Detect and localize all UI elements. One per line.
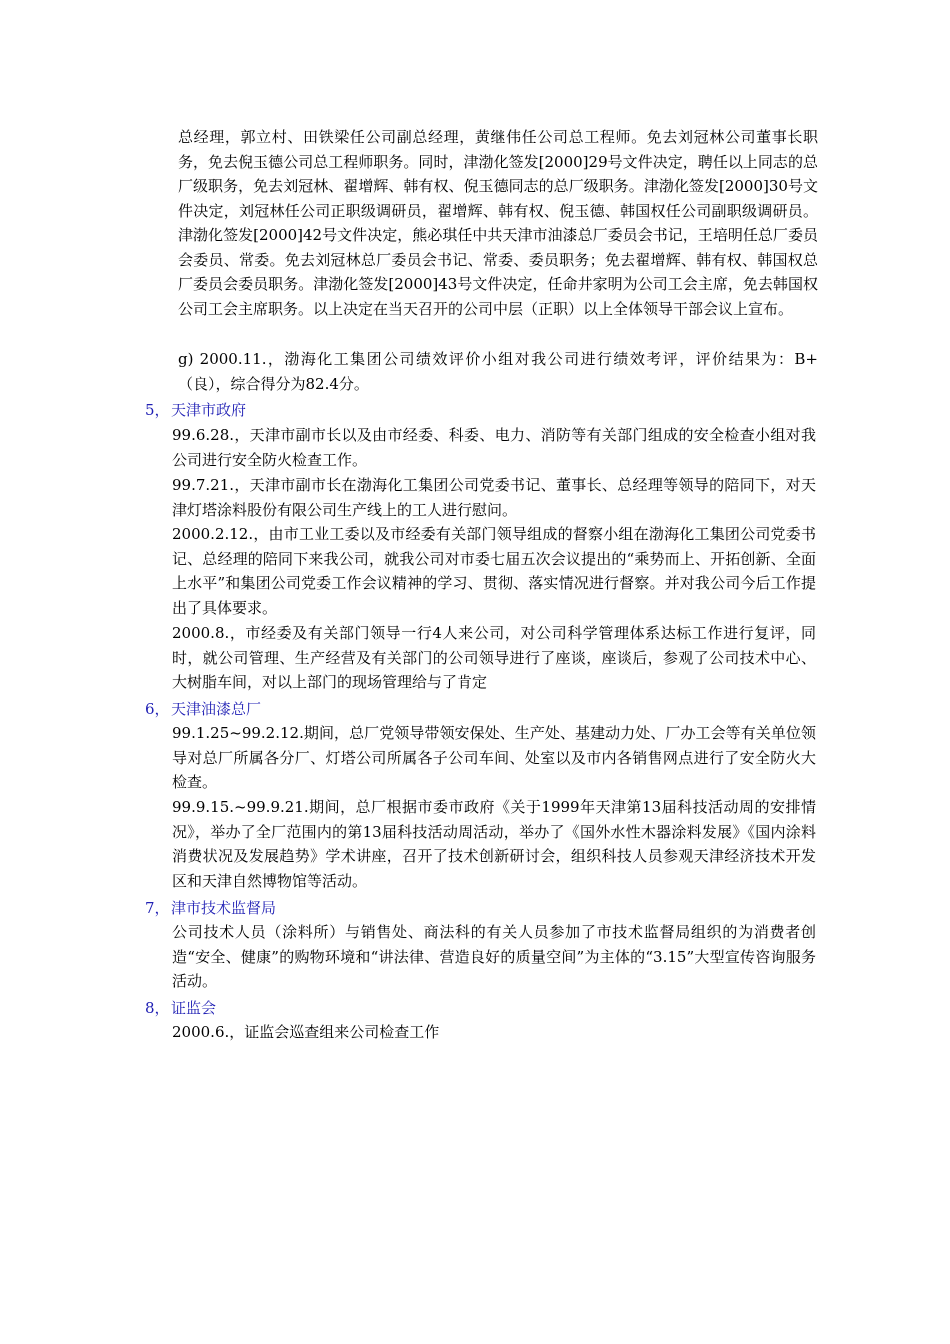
section-6-paragraph-1: 99.1.25~99.2.12.期间，总厂党领导带领安保处、生产处、基建动力处、厂办工会等有关单位领导对总厂所属各分厂、灯塔公司所属各子公司车间、处室以及市内各销售网点进行了安全防火大检查。 — [172, 724, 816, 791]
section-8-paragraph-1: 2000.6.，证监会巡查组来公司检查工作 — [172, 1023, 440, 1041]
paragraph-item-g: g) 2000.11.，渤海化工集团公司绩效评价小组对我公司进行绩效考评，评价结果为：B+（良），综合得分为82.4分。 — [178, 350, 818, 393]
paragraph-top: 总经理，郭立村、田铁梁任公司副总经理，黄继伟任公司总工程师。免去刘冠林公司董事长职务，免去倪玉德公司总工程师职务。同时，津渤化签发[2000]29号文件决定，聘任以上同志的总厂级职务，免去刘冠林、翟增辉、韩有权、倪玉德同志的总厂级职务。津渤化签发[2000]30号文件决定，刘冠林任公司正职级调研员，翟增辉、韩有权、倪玉德、韩国权任公司副职级调研员。津渤化签发[2000]42号文件决定，熊必琪任中共天津市油漆总厂委员会书记，王培明任总厂委员会委员、常委。免去刘冠林总厂委员会书记、常委、委员职务；免去翟增辉、韩有权、韩国权总厂委员会委员职务。津渤化签发[2000]43号文件决定，任命井家明为公司工会主席，免去韩国权公司工会主席职务。以上决定在当天召开的公司中层（正职）以上全体领导干部会议上宣布。 — [178, 128, 818, 318]
section-number: 8， — [145, 999, 170, 1017]
section-number: 5， — [145, 401, 170, 419]
section-heading-6 — [145, 697, 261, 721]
section-heading-5 — [145, 398, 246, 422]
section-number: 7， — [145, 899, 170, 917]
section-title: 天津油漆总厂 — [171, 700, 262, 718]
section-title: 天津市政府 — [171, 401, 247, 419]
section-title: 津市技术监督局 — [171, 899, 277, 917]
section-6-paragraph-2: 99.9.15.~99.9.21.期间，总厂根据市委市政府《关于1999年天津第13届科技活动周的安排情况》，举办了全厂范围内的第13届科技活动周活动，举办了《国外水性木器涂料发展》《国内涂料消费状况及发展趋势》学术讲座，召开了技术创新研讨会，组织科技人员参观天津经济技术开发区和天津自然博物馆等活动。 — [172, 798, 816, 890]
section-7-paragraph-1: 公司技术人员（涂料所）与销售处、商法科的有关人员参加了市技术监督局组织的为消费者创造“安全、健康”的购物环境和“讲法律、营造良好的质量空间”为主体的“3.15”大型宣传咨询服务活动。 — [172, 923, 816, 990]
section-number: 6， — [145, 700, 170, 718]
section-title: 证监会 — [171, 999, 217, 1017]
section-heading-7 — [145, 896, 276, 920]
section-5-paragraph-1: 99.6.28.，天津市副市长以及由市经委、科委、电力、消防等有关部门组成的安全检查小组对我公司进行安全防火检查工作。 — [172, 426, 816, 469]
section-5-paragraph-2: 99.7.21.，天津市副市长在渤海化工集团公司党委书记、董事长、总经理等领导的陪同下，对天津灯塔涂料股份有限公司生产线上的工人进行慰问。 — [172, 476, 816, 519]
section-5-paragraph-3: 2000.2.12.，由市工业工委以及市经委有关部门领导组成的督察小组在渤海化工集团公司党委书记、总经理的陪同下来我公司，就我公司对市委七届五次会议提出的“乘势而上、开拓创新、全面上水平”和集团公司党委工作会议精神的学习、贯彻、落实情况进行督察。并对我公司今后工作提出了具体要求。 — [172, 525, 816, 617]
section-5-paragraph-4: 2000.8.，市经委及有关部门领导一行4人来公司，对公司科学管理体系达标工作进行复评，同时，就公司管理、生产经营及有关部门的公司领导进行了座谈，座谈后，参观了公司技术中心、大树脂车间，对以上部门的现场管理给与了肯定 — [172, 624, 816, 691]
section-heading-8 — [145, 996, 216, 1020]
